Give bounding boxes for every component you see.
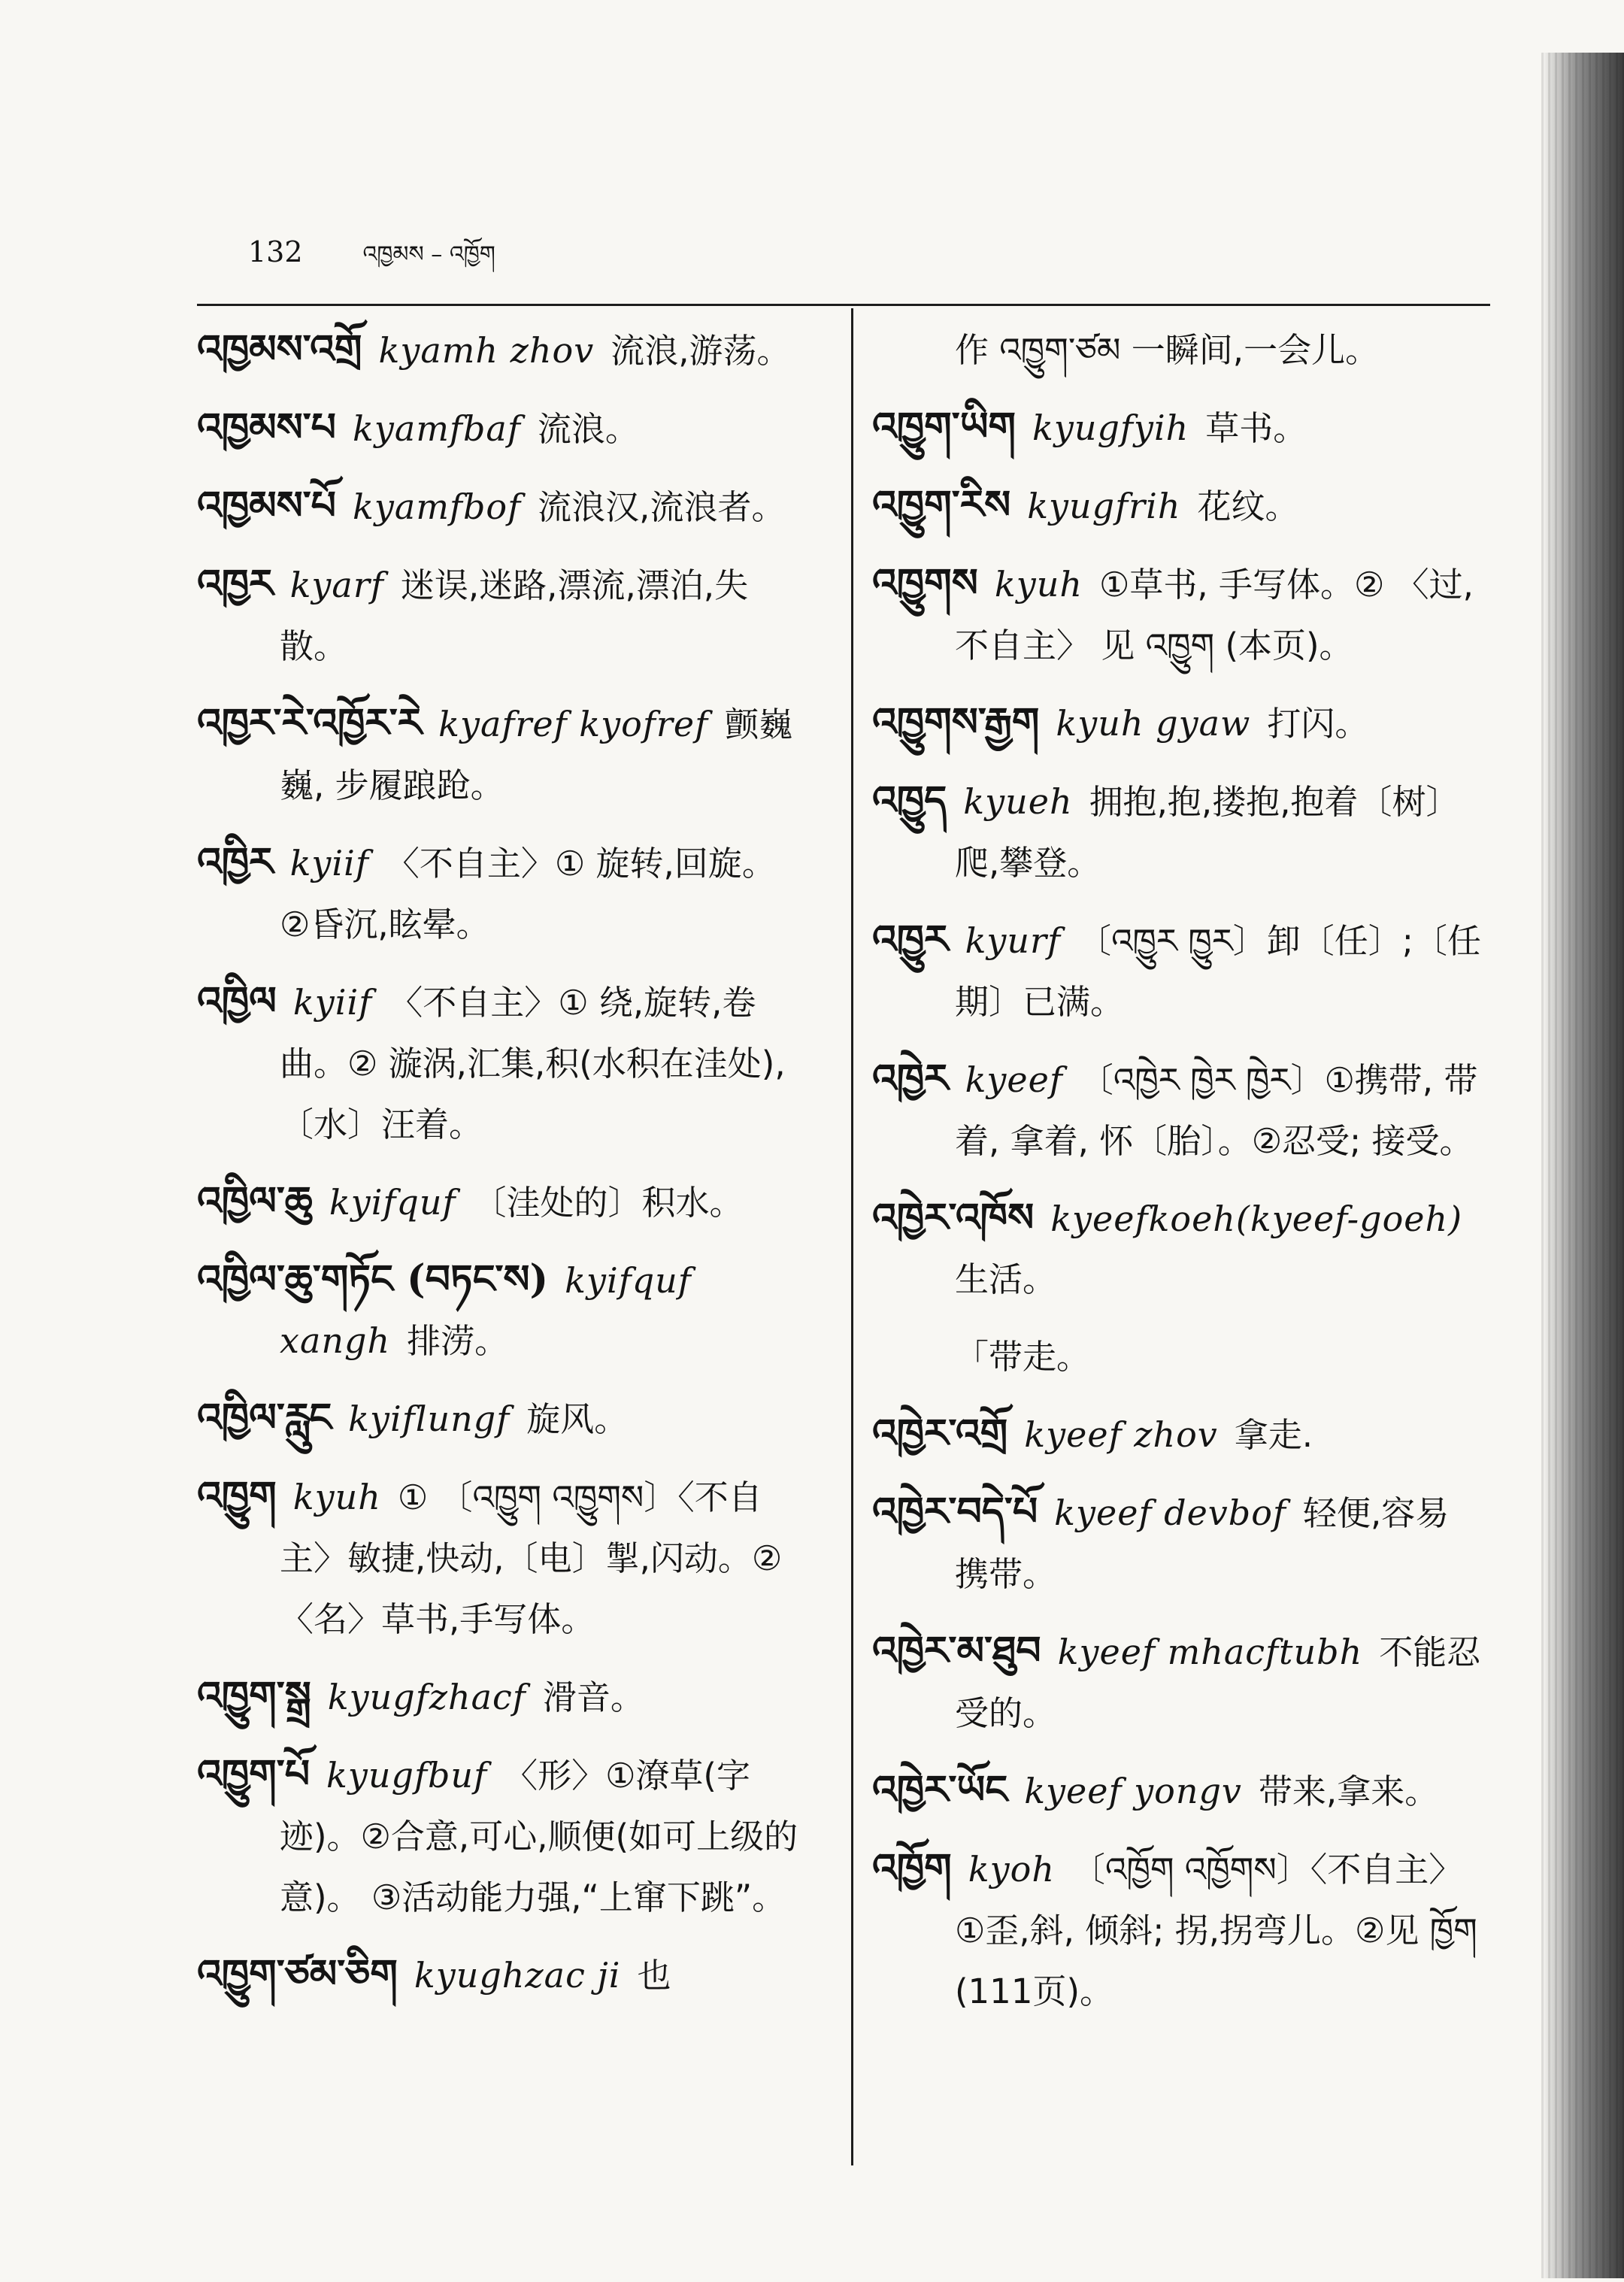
dictionary-entry	[197, 1944, 806, 2006]
headword-tibetan: འཁྱེར་འགྲོ	[872, 1411, 1008, 1456]
definition-text: 〔འཁྱེར ཁྱེར ཁྱེར〕①携带, 带着, 拿着, 怀〔胎〕。②忍受; 接受。	[955, 1060, 1478, 1161]
headword-tibetan: འཁྱེར་མ་ཐུབ	[872, 1628, 1041, 1674]
header-rule	[197, 304, 1490, 306]
dictionary-entry	[872, 553, 1481, 676]
headword-tibetan: འཁྱུག་རིས	[872, 482, 1011, 528]
definition-text: 〈形〉①潦草(字迹)。②合意,可心,顺便(如可上级的意)。 ③活动能力强,“上窜下跳”。	[280, 1756, 798, 1917]
headword-romanization: kyurf	[965, 920, 1062, 961]
headword-romanization: kyuh	[292, 1477, 381, 1517]
definition-text: 〈不自主〉① 旋转,回旋。②昏沉,眩晕。	[280, 844, 776, 944]
headword-romanization: kyifquf xangh	[280, 1260, 692, 1361]
headword-tibetan: འཁྱེར་ཡོང	[872, 1767, 1008, 1813]
headword-tibetan: འཁྱེར་བདེ་པོ	[872, 1489, 1038, 1535]
headword-tibetan: འཁྱམས་པ	[197, 405, 337, 450]
definition-text: 旋风。	[526, 1399, 629, 1439]
headword-tibetan: འཁྱིལ་ཆུ་གཏོང (བཏང་ས)	[197, 1256, 549, 1302]
dictionary-entry	[197, 398, 806, 459]
headword-romanization: kyugfrih	[1027, 486, 1181, 526]
definition-text: 流浪。	[537, 409, 639, 449]
definition-text: 流浪汉,流浪者。	[538, 487, 786, 527]
headword-tibetan: འཁྱུད	[872, 777, 947, 823]
definition-text: 带来,拿来。	[1258, 1771, 1439, 1811]
headword-romanization: kyifquf	[329, 1182, 456, 1223]
headword-tibetan: འཁྱིལ་ཆུ	[197, 1178, 313, 1224]
dictionary-entry	[872, 1482, 1481, 1605]
definition-text: 〔洼处的〕积水。	[472, 1183, 744, 1223]
definition-text: 〈不自主〉① 绕,旋转,卷曲。② 漩涡,汇集,积(水积在洼处),〔水〕汪着。	[280, 983, 786, 1144]
dictionary-entry	[872, 1838, 1481, 2022]
headword-romanization: kyeef yongv	[1024, 1771, 1242, 1811]
headword-romanization: kyueh	[963, 781, 1073, 822]
page-header	[248, 229, 495, 274]
headword-romanization: kyeef	[965, 1059, 1063, 1100]
definition-text: 拥抱,抱,搂抱,抱着〔树〕爬,攀登。	[955, 782, 1460, 883]
headword-tibetan: འཁྱུག	[197, 1473, 277, 1519]
definition-text: 〔འཁྱོག འཁྱོགས〕〈不自主〉①歪,斜, 倾斜; 拐,拐弯儿。②见 ཁྱོག (111页)。	[955, 1850, 1477, 2011]
dictionary-entry	[872, 1760, 1481, 1822]
headword-romanization: kyeefkoeh(kyeef-goeh)	[1050, 1199, 1463, 1239]
definition-text: 〔འཁྱུར ཁྱུར〕卸〔任〕;〔任期〕已满。	[955, 921, 1481, 1022]
dictionary-entry	[197, 554, 806, 677]
headword-tibetan: འཁྱམས་འགྲོ	[197, 326, 362, 372]
headword-tibetan: འཁྱུག་པོ	[197, 1751, 311, 1797]
dictionary-entry	[872, 1049, 1481, 1171]
headword-tibetan: འཁྱར	[197, 561, 274, 607]
dictionary-entry	[872, 692, 1481, 754]
headword-romanization: kyuh	[994, 564, 1083, 605]
headword-romanization: kyiif	[289, 843, 369, 883]
headword-tibetan: འཁྱུག་ཙམ་ཅིག	[197, 1951, 398, 1997]
dictionary-entry	[872, 397, 1481, 459]
headword-romanization: kyugfzhacf	[327, 1677, 526, 1717]
headword-romanization: kyuh gyaw	[1056, 703, 1251, 744]
headword-tibetan: འཁྱེར་འཁོས	[872, 1195, 1035, 1241]
page-number: 132	[248, 235, 303, 268]
definition-text: 流浪,游荡。	[611, 331, 791, 371]
dictionary-entry	[197, 971, 806, 1155]
column-divider	[851, 308, 853, 2165]
dictionary-entry	[197, 693, 806, 816]
right-column	[872, 320, 1481, 2038]
dictionary-entry	[197, 832, 806, 955]
dictionary-entry	[197, 1466, 806, 1650]
headword-tibetan: འཁྱུག་ཡིག	[872, 404, 1016, 450]
headword-tibetan: འཁྱིར	[197, 839, 274, 885]
headword-romanization: kyeef zhov	[1024, 1414, 1218, 1455]
headword-romanization: kyamfbof	[353, 486, 522, 527]
left-column	[197, 320, 806, 2023]
headword-tibetan: འཁྱམས་པོ	[197, 483, 337, 529]
dictionary-entry	[197, 1666, 806, 1728]
dictionary-entry	[872, 320, 1481, 380]
headword-romanization: kyugfbuf	[326, 1755, 488, 1796]
dictionary-entry	[872, 1188, 1481, 1310]
headword-romanization: kyafref kyofref	[438, 704, 709, 744]
headword-romanization: kyamfbaf	[353, 408, 521, 449]
definition-text: 作 འཁྱུག་ཙམ 一瞬间,一会儿。	[955, 330, 1380, 370]
headword-tibetan: འཁྱོག	[872, 1845, 952, 1891]
definition-text: ①草书, 手写体。② 〈过,不自主〉 见 འཁྱུག (本页)。	[955, 565, 1474, 665]
running-head: འཁྱམས – འཁྱོག	[362, 241, 495, 268]
headword-tibetan: འཁྱིལ	[197, 978, 277, 1024]
headword-tibetan: འཁྱུགས	[872, 560, 978, 606]
headword-tibetan: འཁྱུགས་རྒྱག	[872, 699, 1040, 745]
dictionary-entry	[197, 476, 806, 538]
scan-edge-shadow	[1541, 53, 1624, 2278]
headword-romanization: kyarf	[289, 565, 384, 605]
dictionary-entry	[872, 475, 1481, 537]
definition-text: 拿走.	[1234, 1415, 1313, 1455]
headword-tibetan: འཁྱུག་སྒྲ	[197, 1673, 311, 1719]
definition-text: 滑音。	[542, 1677, 644, 1717]
headword-tibetan: འཁྱིལ་རླུང	[197, 1395, 332, 1441]
definition-text: 排涝。	[407, 1321, 509, 1361]
definition-text: 轻便,容易携带。	[955, 1493, 1450, 1594]
definition-text: 打闪。	[1267, 704, 1369, 744]
headword-romanization: kyughzac ji	[414, 1955, 621, 1996]
headword-romanization: kyeef mhacftubh	[1057, 1632, 1363, 1672]
dictionary-entry	[197, 320, 806, 381]
definition-text: 迷误,迷路,漂流,漂泊,失散。	[280, 565, 749, 666]
headword-romanization: kyiflungf	[348, 1399, 511, 1439]
definition-text: 不能忍受的。	[955, 1632, 1481, 1733]
headword-romanization: kyiif	[292, 982, 373, 1023]
dictionary-entry	[197, 1171, 806, 1233]
dictionary-entry	[197, 1744, 806, 1928]
headword-romanization: kyugfyih	[1032, 408, 1189, 448]
headword-tibetan: འཁྱུར	[872, 917, 949, 962]
headword-tibetan: འཁྱེར	[872, 1056, 949, 1102]
definition-text: 也	[637, 1956, 671, 1996]
definition-text: ① 〔འཁྱུག འཁྱུགས〕〈不自主〉敏捷,快动,〔电〕掣,闪动。②〈名〉草书,手写体。	[280, 1477, 783, 1639]
headword-tibetan: འཁྱར་རེ་འཁྱོར་རེ	[197, 700, 423, 746]
definition-text: 「带走。	[955, 1337, 1091, 1377]
dictionary-entry	[872, 771, 1481, 893]
definition-text: 草书。	[1205, 408, 1307, 448]
definition-text: 生活。	[955, 1259, 1057, 1299]
dictionary-entry	[197, 1250, 806, 1371]
headword-romanization: kyoh	[968, 1849, 1055, 1890]
headword-romanization: kyamh zhov	[378, 330, 595, 371]
dictionary-entry	[872, 1404, 1481, 1465]
dictionary-entry	[872, 910, 1481, 1032]
headword-romanization: kyeef devbof	[1054, 1493, 1286, 1533]
definition-text: 颤巍巍, 步履踉跄。	[280, 705, 793, 805]
dictionary-entry	[872, 1326, 1481, 1387]
dictionary-entry	[197, 1388, 806, 1450]
dictionary-entry	[872, 1621, 1481, 1744]
definition-text: 花纹。	[1197, 486, 1299, 526]
